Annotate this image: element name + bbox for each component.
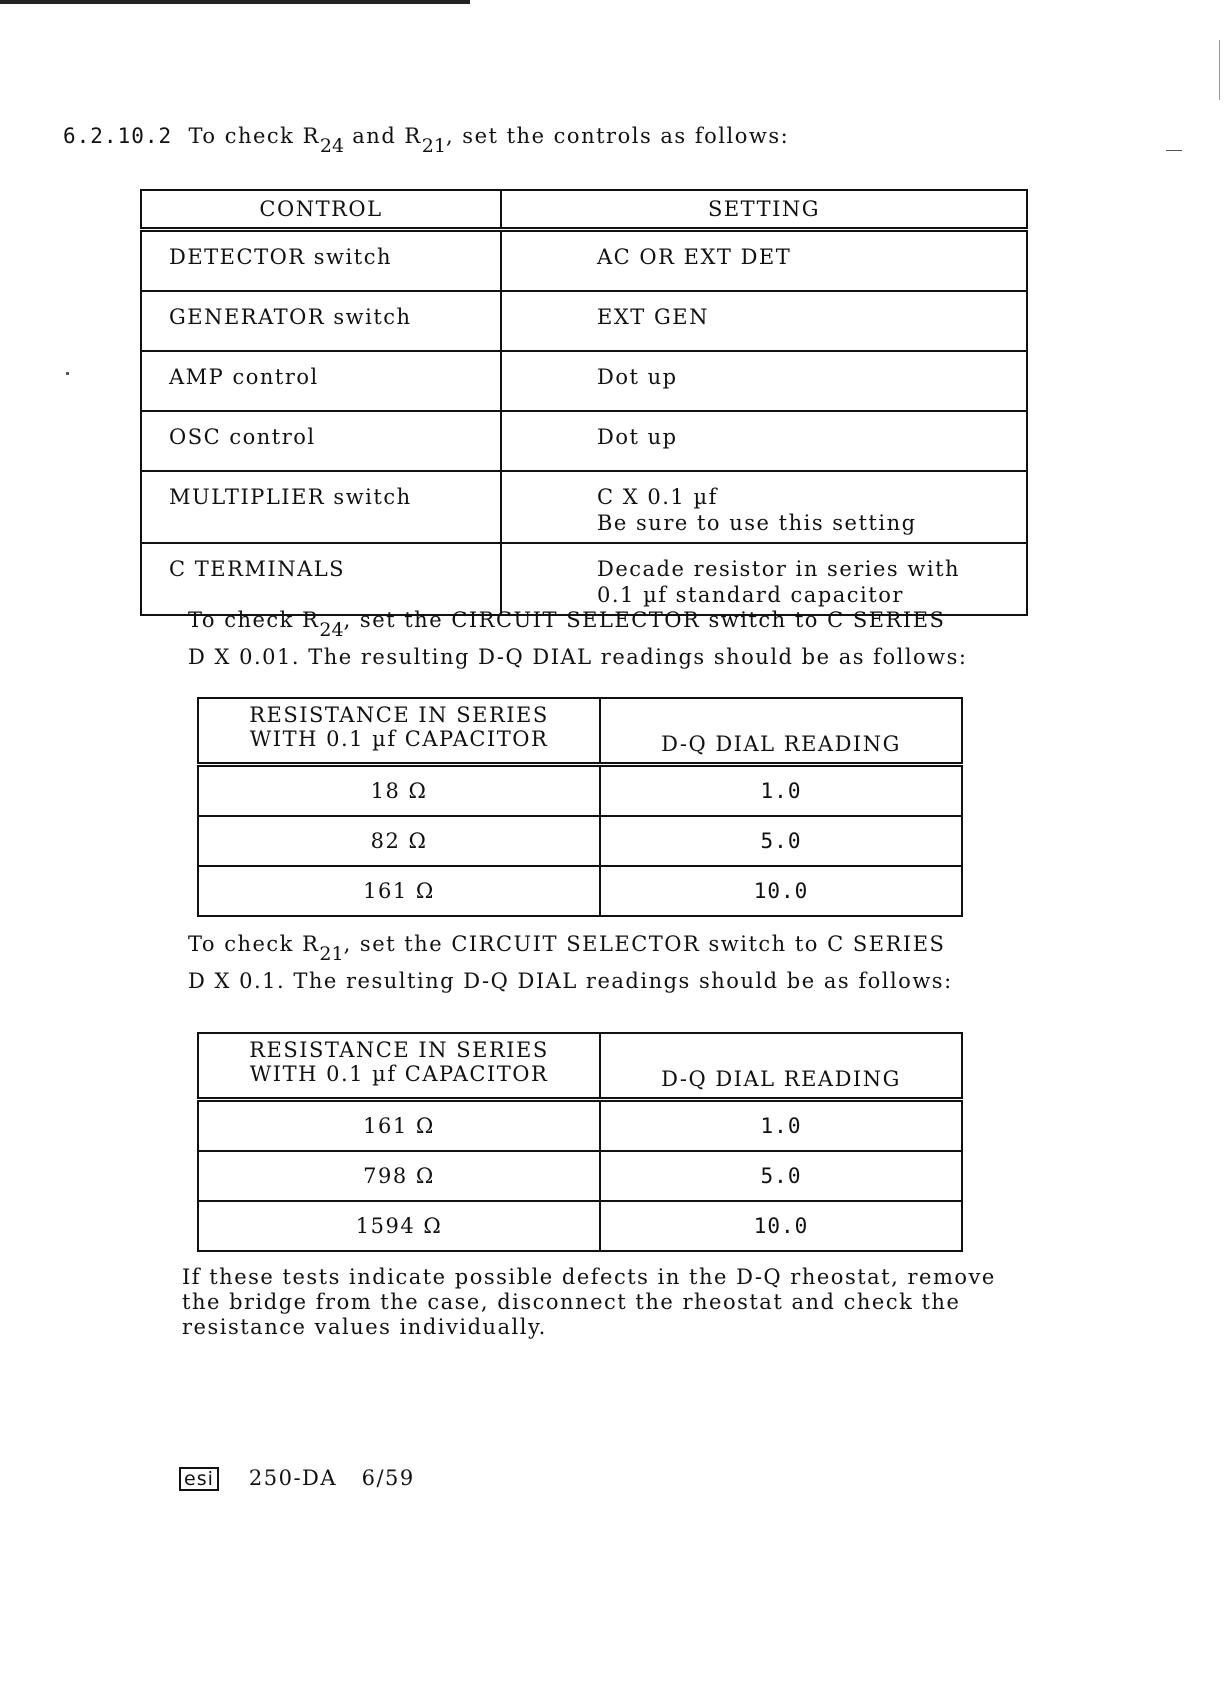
resistance-cell: 1594 Ω [198, 1201, 600, 1251]
resistance-cell: 161 Ω [198, 866, 600, 916]
setting-cell [501, 471, 1027, 543]
section-number: 6.2.10.2 [63, 124, 173, 148]
reading-cell: 1.0 [600, 1100, 962, 1152]
check-r24-paragraph [188, 602, 968, 675]
paragraph-line: D X 0.1. The resulting D-Q DIAL readings should be as follows: [188, 969, 953, 993]
table-row [198, 866, 962, 916]
paragraph-subscript: 24 [319, 619, 344, 641]
table-row [141, 351, 1027, 411]
heading-text: and R [344, 124, 422, 148]
doc-date: 6/59 [361, 1466, 415, 1490]
paragraph-line: resistance values individually. [182, 1315, 547, 1339]
scan-edge-mark [1219, 40, 1220, 100]
column-header-reading: D-Q DIAL READING [600, 698, 962, 765]
reading-cell: 10.0 [600, 1201, 962, 1251]
resistance-cell: 798 Ω [198, 1151, 600, 1201]
reading-cell: 5.0 [600, 816, 962, 866]
setting-cell: Dot up [501, 411, 1027, 471]
r24-readings-table [197, 697, 963, 917]
table-header-row [198, 1033, 962, 1100]
table-row [198, 1151, 962, 1201]
resistance-cell: 82 Ω [198, 816, 600, 866]
heading-text: To check R [188, 124, 320, 148]
controls-table [140, 189, 1028, 616]
heading-subscript: 24 [319, 135, 345, 157]
table-row [141, 291, 1027, 351]
reading-cell: 5.0 [600, 1151, 962, 1201]
esi-logo: esi [179, 1467, 219, 1491]
closing-paragraph [182, 1265, 996, 1340]
check-r21-paragraph [188, 926, 953, 999]
control-cell: AMP control [141, 351, 501, 411]
table-header-row [198, 698, 962, 765]
paragraph-text: , set the CIRCUIT SELECTOR switch to C SERIES [343, 608, 946, 632]
column-header-reading: D-Q DIAL READING [600, 1033, 962, 1100]
control-cell: OSC control [141, 411, 501, 471]
doc-id: 250-DA [248, 1466, 338, 1490]
table-row [198, 765, 962, 817]
table-header-row [141, 190, 1027, 230]
scan-speck [1166, 150, 1182, 151]
header-line: WITH 0.1 µf CAPACITOR [249, 1062, 549, 1086]
control-cell: GENERATOR switch [141, 291, 501, 351]
paragraph-line [188, 926, 953, 963]
setting-line: 0.1 µf standard capacitor [597, 583, 904, 607]
column-header-resistance [198, 698, 600, 765]
resistance-cell: 161 Ω [198, 1100, 600, 1152]
control-cell: DETECTOR switch [141, 230, 501, 292]
reading-cell: 10.0 [600, 866, 962, 916]
control-cell: C TERMINALS [141, 543, 501, 615]
resistance-cell: 18 Ω [198, 765, 600, 817]
setting-cell: EXT GEN [501, 291, 1027, 351]
paragraph-text: , set the CIRCUIT SELECTOR switch to C SERIES [343, 932, 946, 956]
table-row [198, 1201, 962, 1251]
control-cell: MULTIPLIER switch [141, 471, 501, 543]
setting-cell: AC OR EXT DET [501, 230, 1027, 292]
setting-line: Decade resistor in series with [597, 557, 961, 581]
reading-cell: 1.0 [600, 765, 962, 817]
table-row [141, 471, 1027, 543]
heading-text: , set the controls as follows: [445, 124, 790, 148]
paragraph-line: the bridge from the case, disconnect the rheostat and check the [182, 1290, 961, 1314]
top-edge-rule [0, 0, 470, 4]
paragraph-line [188, 602, 968, 639]
column-header-setting: SETTING [501, 190, 1027, 230]
page-footer [179, 1466, 415, 1491]
setting-cell: Dot up [501, 351, 1027, 411]
header-line: RESISTANCE IN SERIES [249, 703, 549, 727]
header-line: RESISTANCE IN SERIES [249, 1038, 549, 1062]
header-line: WITH 0.1 µf CAPACITOR [249, 727, 549, 751]
setting-line: C X 0.1 µf [597, 485, 718, 509]
paragraph-line: If these tests indicate possible defects in the D-Q rheostat, remove [182, 1265, 996, 1289]
column-header-resistance [198, 1033, 600, 1100]
paragraph-line: D X 0.01. The resulting D-Q DIAL readings should be as follows: [188, 645, 968, 669]
column-header-control: CONTROL [141, 190, 501, 230]
table-row [198, 816, 962, 866]
table-row [198, 1100, 962, 1152]
paragraph-text: To check R [188, 608, 320, 632]
table-row [141, 230, 1027, 292]
heading-subscript: 21 [421, 135, 446, 157]
section-heading [63, 124, 790, 157]
paragraph-text: To check R [188, 932, 320, 956]
paragraph-subscript: 21 [319, 943, 344, 965]
scan-speck [66, 372, 69, 375]
setting-line: Be sure to use this setting [597, 511, 917, 535]
r21-readings-table [197, 1032, 963, 1252]
table-row [141, 411, 1027, 471]
